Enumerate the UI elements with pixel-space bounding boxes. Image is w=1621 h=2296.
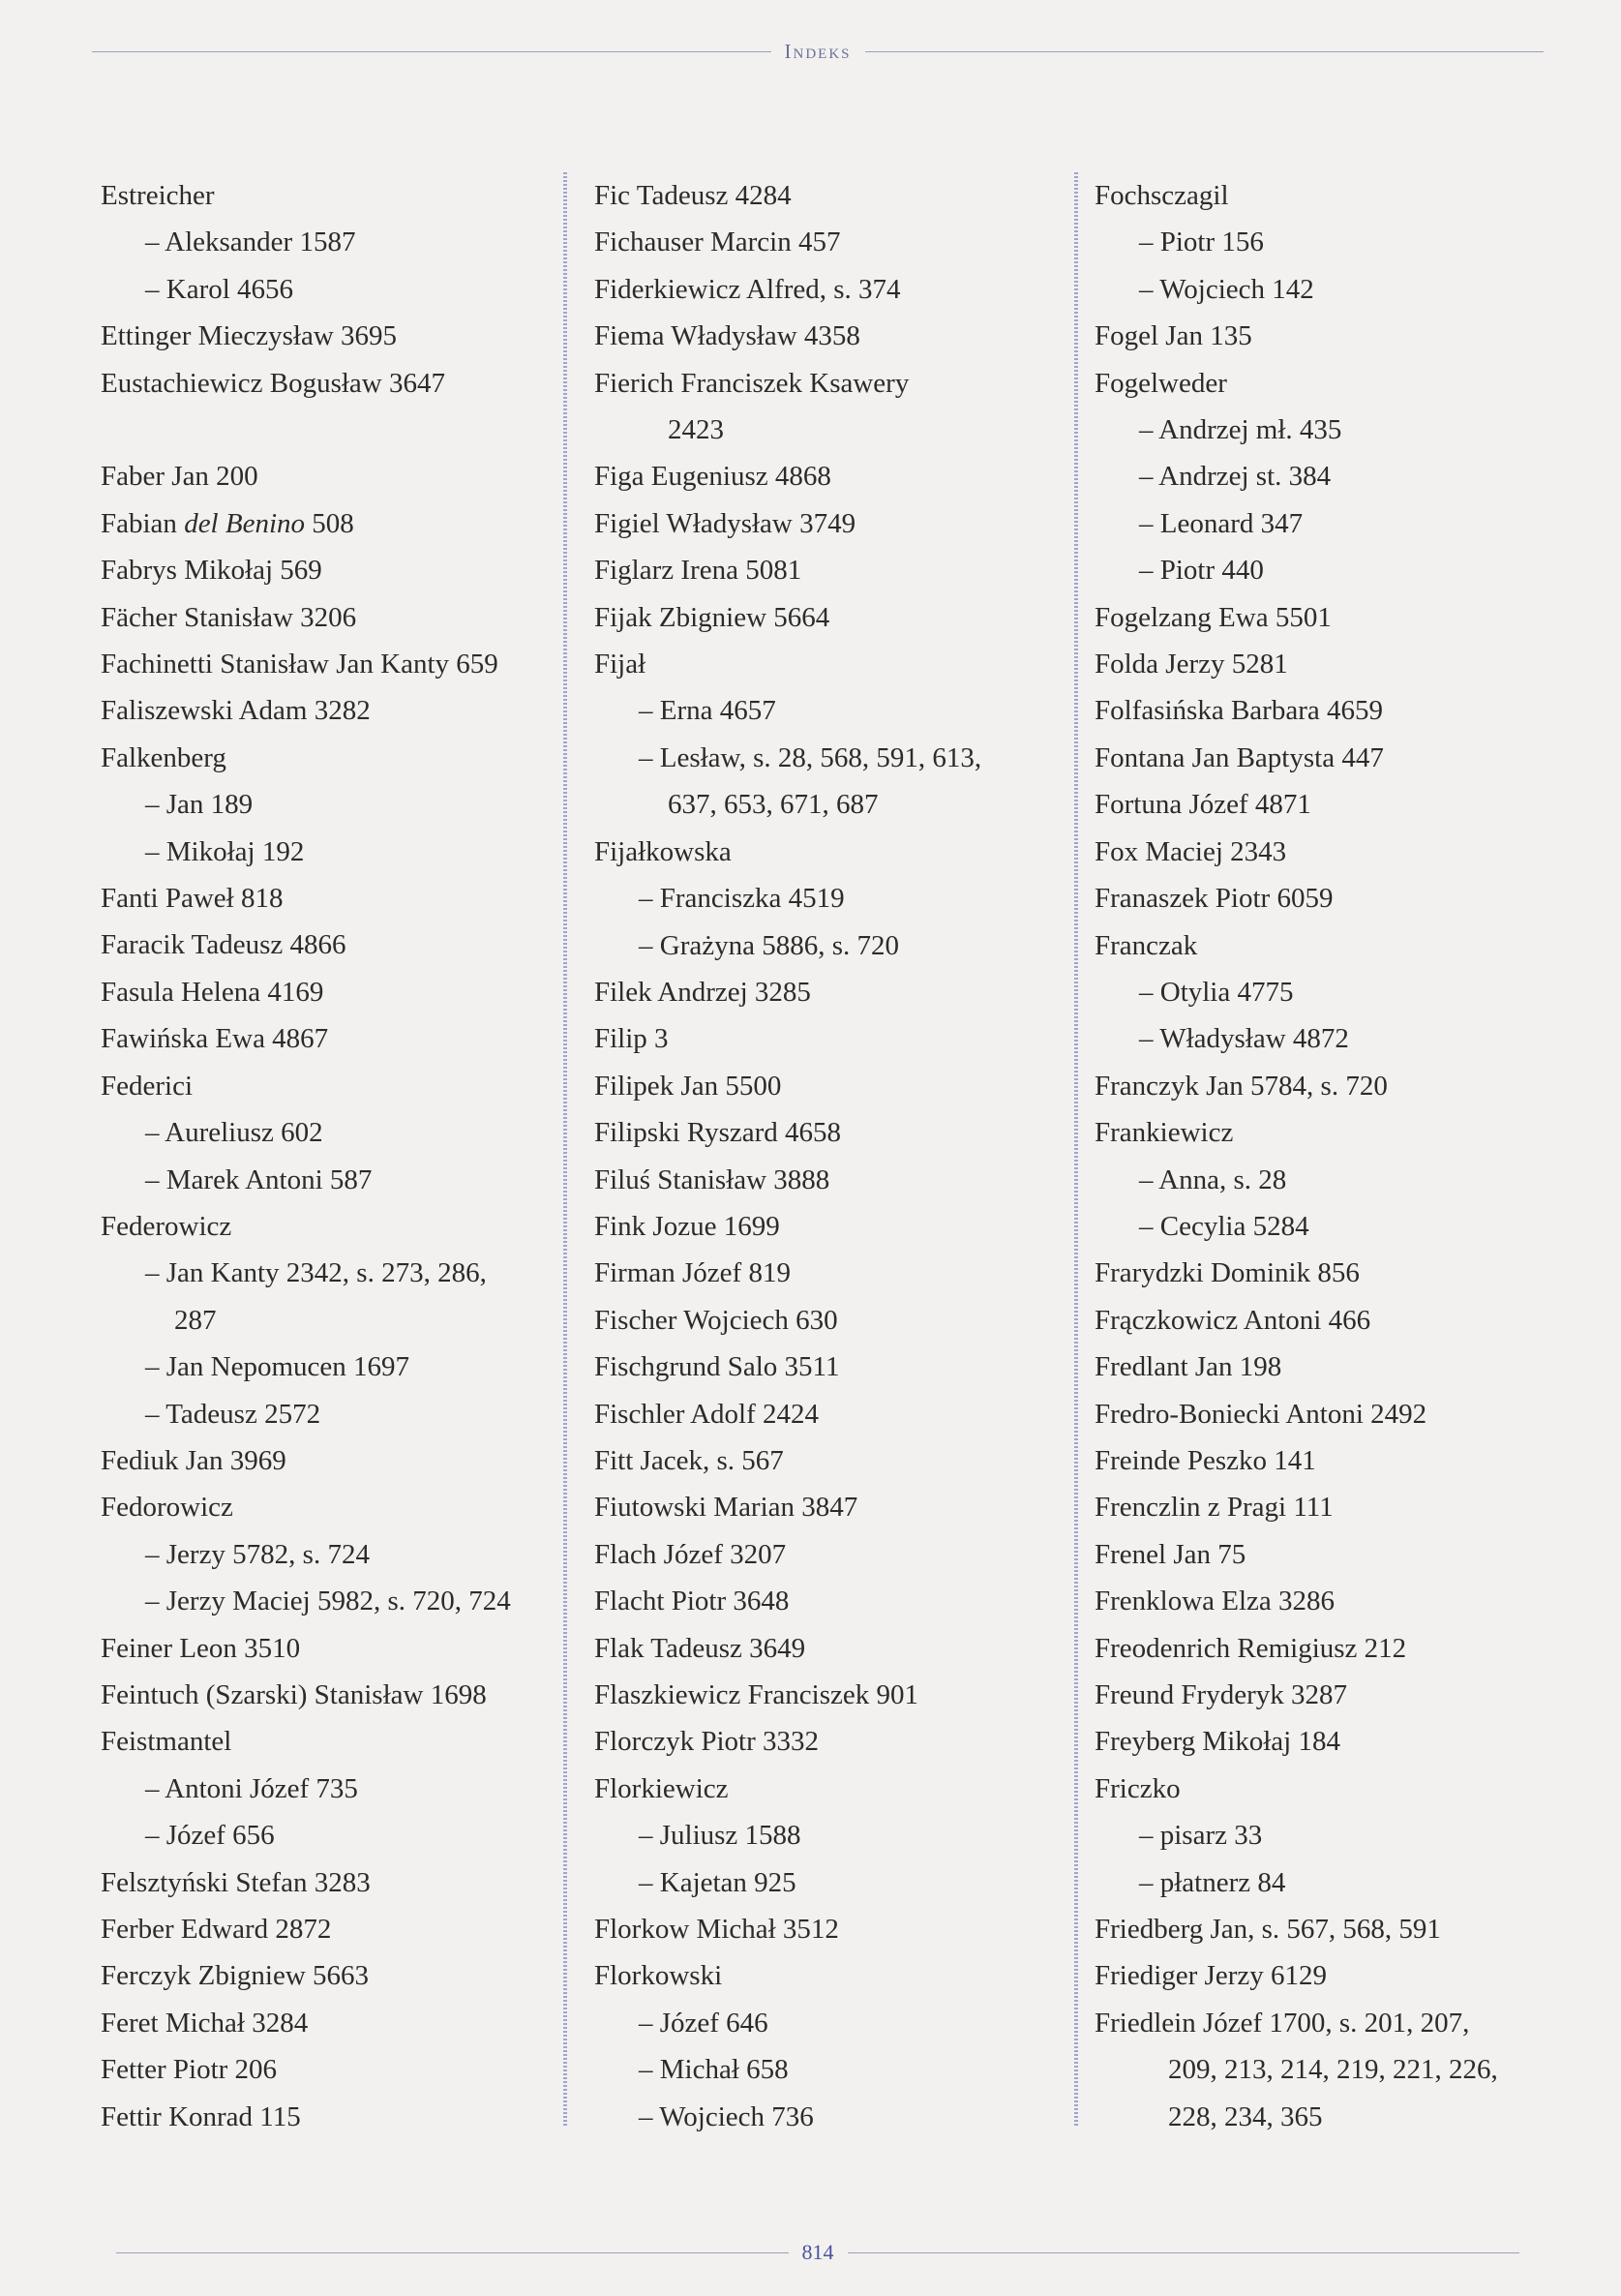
index-subentry — [594, 407, 1039, 453]
index-subentry — [594, 687, 1039, 734]
entry-text: 637, 653, 671, 687 — [668, 789, 879, 821]
index-entry — [1095, 1484, 1540, 1530]
index-entry — [594, 641, 1039, 687]
index-entry — [594, 1344, 1039, 1390]
entry-text: 2423 — [668, 414, 724, 446]
index-entry — [101, 1859, 546, 1906]
entry-text: – Wojciech 142 — [1139, 273, 1314, 305]
index-entry — [1095, 2000, 1540, 2046]
index-entry — [101, 1718, 546, 1765]
entry-text: Fijałkowska — [594, 835, 732, 867]
index-subentry — [594, 2046, 1039, 2093]
entry-text: – Andrzej mł. 435 — [1139, 414, 1342, 446]
entry-text: Fortuna Józef 4871 — [1095, 789, 1311, 821]
index-subentry — [101, 1578, 546, 1624]
index-entry — [594, 1109, 1039, 1156]
index-subentry — [1095, 2046, 1540, 2093]
index-subentry — [594, 2000, 1039, 2046]
entry-text: Falkenberg — [101, 741, 226, 773]
index-entry — [1095, 922, 1540, 969]
entry-text: Frączkowicz Antoni 466 — [1095, 1304, 1371, 1336]
index-entry — [594, 172, 1039, 219]
entry-text: – Kajetan 925 — [639, 1866, 796, 1898]
entry-text: Friediger Jerzy 6129 — [1095, 1960, 1327, 1992]
entry-text: Faracik Tadeusz 4866 — [101, 929, 346, 961]
index-subentry — [1095, 500, 1540, 547]
index-entry — [101, 1203, 546, 1250]
entry-text: – Marek Antoni 587 — [145, 1163, 373, 1195]
index-subentry — [1095, 219, 1540, 265]
entry-text: Folda Jerzy 5281 — [1095, 649, 1288, 680]
entry-text: Florkow Michał 3512 — [594, 1914, 839, 1946]
entry-text: Feiner Leon 3510 — [101, 1632, 301, 1664]
index-entry — [1095, 781, 1540, 828]
index-subentry — [101, 266, 546, 313]
entry-text: Fink Jozue 1699 — [594, 1210, 780, 1242]
index-entry — [101, 547, 546, 593]
section-gap — [101, 407, 546, 453]
index-subentry — [101, 1109, 546, 1156]
entry-text: – Józef 656 — [145, 1820, 275, 1852]
index-entry — [594, 594, 1039, 641]
index-entry — [101, 641, 546, 687]
index-entry — [101, 1063, 546, 1109]
entry-text: – Mikołaj 192 — [145, 835, 305, 867]
index-entry — [101, 1015, 546, 1062]
entry-text: Flak Tadeusz 3649 — [594, 1632, 806, 1664]
entry-text: Freund Fryderyk 3287 — [1095, 1679, 1347, 1710]
entry-text: – Cecylia 5284 — [1139, 1210, 1309, 1242]
entry-text: – Aleksander 1587 — [145, 227, 356, 258]
entry-text: Fredro-Boniecki Antoni 2492 — [1095, 1398, 1427, 1430]
index-subentry — [101, 829, 546, 875]
index-subentry — [1095, 1203, 1540, 1250]
index-entry — [101, 1672, 546, 1718]
entry-text: Feintuch (Szarski) Stanisław 1698 — [101, 1678, 487, 1710]
entry-text: Fogelweder — [1095, 367, 1227, 399]
entry-text: – Karol 4656 — [145, 273, 294, 305]
entry-text: Florczyk Piotr 3332 — [594, 1726, 819, 1758]
index-subentry — [101, 1812, 546, 1858]
entry-text: – Jerzy 5782, s. 724 — [145, 1538, 370, 1570]
index-entry — [594, 1203, 1039, 1250]
index-entry — [594, 1297, 1039, 1344]
entry-text: 287 — [174, 1304, 217, 1336]
entry-text: – Jerzy Maciej 5982, s. 720, 724 — [145, 1586, 511, 1617]
footer-rule-right — [848, 2252, 1520, 2253]
entry-text: 228, 234, 365 — [1168, 2100, 1323, 2132]
index-subentry — [1095, 453, 1540, 499]
entry-text: Freodenrich Remigiusz 212 — [1095, 1632, 1407, 1664]
entry-text: Fabian — [101, 507, 185, 539]
index-entry — [101, 2094, 546, 2140]
entry-text: – Aureliusz 602 — [145, 1117, 323, 1149]
entry-text: Fachinetti Stanisław Jan Kanty 659 — [101, 649, 498, 680]
entry-text: Fischler Adolf 2424 — [594, 1398, 819, 1430]
index-entry — [1095, 1672, 1540, 1718]
index-entry — [101, 313, 546, 359]
index-entry — [1095, 829, 1540, 875]
index-entry — [101, 2046, 546, 2093]
index-entry — [594, 1063, 1039, 1109]
index-subentry — [1095, 2094, 1540, 2140]
index-subentry — [1095, 1859, 1540, 1906]
index-entry — [1095, 1625, 1540, 1672]
index-subentry — [594, 875, 1039, 921]
index-entry — [594, 1531, 1039, 1578]
index-subentry — [1095, 1015, 1540, 1062]
entry-text: Fächer Stanisław 3206 — [101, 601, 357, 633]
index-entry — [594, 829, 1039, 875]
entry-text: Flacht Piotr 3648 — [594, 1586, 790, 1617]
index-entry — [594, 360, 1039, 407]
index-entry — [594, 500, 1039, 547]
entry-text: Ferber Edward 2872 — [101, 1914, 332, 1946]
entry-text: Freyberg Mikołaj 184 — [1095, 1726, 1340, 1758]
index-entry — [594, 1157, 1039, 1203]
entry-text: Fiderkiewicz Alfred, s. 374 — [594, 273, 901, 305]
entry-text: Filek Andrzej 3285 — [594, 976, 811, 1008]
entry-text: Feret Michał 3284 — [101, 2007, 309, 2039]
entry-text: Figiel Władysław 3749 — [594, 507, 856, 539]
entry-text: – Erna 4657 — [639, 695, 776, 727]
entry-text: Florkiewicz — [594, 1772, 729, 1804]
entry-text: – Leonard 347 — [1139, 507, 1304, 539]
index-subentry — [594, 1812, 1039, 1858]
entry-text: Filipski Ryszard 4658 — [594, 1117, 842, 1149]
index-entry — [101, 1625, 546, 1672]
index-column-1 — [101, 172, 546, 2140]
entry-text: Frankiewicz — [1095, 1117, 1234, 1149]
index-column-3 — [1095, 172, 1540, 2140]
entry-text: Fic Tadeusz 4284 — [594, 180, 792, 211]
entry-text: – Lesław, s. 28, 568, 591, 613, — [639, 741, 982, 773]
entry-text: Faliszewski Adam 3282 — [101, 695, 371, 727]
entry-text: – Franciszka 4519 — [639, 883, 845, 915]
index-entry — [101, 969, 546, 1015]
index-entry — [594, 1672, 1039, 1718]
entry-italic-text: del Benino — [184, 507, 306, 539]
entry-text: Fiutowski Marian 3847 — [594, 1492, 858, 1524]
index-entry — [101, 500, 546, 547]
index-entry — [1095, 594, 1540, 641]
index-entry — [594, 266, 1039, 313]
index-subentry — [594, 922, 1039, 969]
entry-text: Filip 3 — [594, 1023, 669, 1055]
header-rule-left — [92, 51, 771, 52]
entry-text: Friedlein Józef 1700, s. 201, 207, — [1095, 2007, 1470, 2039]
entry-text: – Jan Kanty 2342, s. 273, 286, — [145, 1257, 487, 1289]
index-entry — [1095, 1344, 1540, 1390]
index-subentry — [101, 1344, 546, 1390]
index-entry — [1095, 687, 1540, 734]
index-entry — [101, 1906, 546, 1952]
header-title: Indeks — [784, 39, 852, 63]
entry-text: Fijał — [594, 649, 646, 680]
entry-text: 209, 213, 214, 219, 221, 226, — [1168, 2054, 1498, 2086]
entry-text: Filuś Stanisław 3888 — [594, 1163, 830, 1195]
entry-text: Franczyk Jan 5784, s. 720 — [1095, 1070, 1388, 1102]
index-entry — [1095, 1063, 1540, 1109]
entry-text: Fochsczagil — [1095, 180, 1229, 211]
entry-text: Fogel Jan 135 — [1095, 320, 1252, 352]
index-entry — [594, 1718, 1039, 1765]
entry-text: Franaszek Piotr 6059 — [1095, 883, 1334, 915]
entry-text: – Otylia 4775 — [1139, 976, 1294, 1008]
entry-text: Fichauser Marcin 457 — [594, 227, 841, 258]
index-subentry — [1095, 969, 1540, 1015]
index-entry — [1095, 172, 1540, 219]
entry-text: Eustachiewicz Bogusław 3647 — [101, 367, 445, 399]
index-entry — [1095, 875, 1540, 921]
index-column-2 — [594, 172, 1039, 2140]
index-entry — [594, 1766, 1039, 1812]
index-entry — [1095, 360, 1540, 407]
entry-text: Frenel Jan 75 — [1095, 1538, 1246, 1570]
entry-text: Frenklowa Elza 3286 — [1095, 1586, 1336, 1617]
column-divider-2 — [1074, 172, 1078, 2128]
index-entry — [1095, 1437, 1540, 1484]
index-entry — [1095, 1578, 1540, 1624]
entry-text: Fiema Władysław 4358 — [594, 320, 860, 352]
entry-text: Fabrys Mikołaj 569 — [101, 555, 322, 587]
entry-text: Figa Eugeniusz 4868 — [594, 461, 831, 493]
index-entry — [594, 1437, 1039, 1484]
entry-text: Fediuk Jan 3969 — [101, 1444, 286, 1476]
entry-text: – Tadeusz 2572 — [145, 1398, 321, 1430]
index-subentry — [101, 1297, 546, 1344]
index-entry — [594, 1906, 1039, 1952]
index-entry — [594, 969, 1039, 1015]
index-subentry — [101, 1766, 546, 1812]
entry-text: Ferczyk Zbigniew 5663 — [101, 1960, 370, 1992]
entry-text: Fedorowicz — [101, 1492, 233, 1524]
entry-text: – Michał 658 — [639, 2054, 789, 2086]
index-entry — [101, 921, 546, 968]
entry-text: Friczko — [1095, 1772, 1181, 1804]
entry-text: Freinde Peszko 141 — [1095, 1444, 1316, 1476]
entry-text: Fox Maciej 2343 — [1095, 835, 1287, 867]
entry-text: – Władysław 4872 — [1139, 1023, 1349, 1055]
entry-text: – Juliusz 1588 — [639, 1820, 801, 1852]
index-subentry — [101, 1531, 546, 1578]
index-entry — [101, 172, 546, 219]
column-divider-1 — [563, 172, 567, 2128]
index-subentry — [101, 781, 546, 828]
index-subentry — [594, 781, 1039, 828]
index-subentry — [594, 735, 1039, 781]
index-entry — [594, 1578, 1039, 1624]
entry-text: – płatnerz 84 — [1139, 1866, 1286, 1898]
index-entry — [594, 1952, 1039, 1999]
entry-text: Franczak — [1095, 929, 1198, 961]
page-footer — [116, 2238, 1519, 2267]
entry-text: Fischgrund Salo 3511 — [594, 1351, 840, 1383]
index-entry — [1095, 313, 1540, 359]
index-entry — [594, 219, 1039, 265]
index-subentry — [1095, 1157, 1540, 1203]
index-entry — [101, 735, 546, 781]
page-number: 814 — [801, 2240, 834, 2264]
index-entry — [101, 2000, 546, 2046]
entry-text: – Wojciech 736 — [639, 2100, 814, 2132]
index-subentry — [594, 2094, 1039, 2140]
index-entry — [594, 1484, 1039, 1530]
index-subentry — [101, 219, 546, 265]
index-entry — [101, 687, 546, 734]
index-entry — [594, 547, 1039, 593]
footer-rule-left — [116, 2252, 789, 2253]
index-entry — [1095, 1250, 1540, 1296]
index-entry — [101, 453, 546, 499]
index-entry — [1095, 1718, 1540, 1765]
entry-text: Feistmantel — [101, 1726, 232, 1758]
entry-text: Filipek Jan 5500 — [594, 1070, 782, 1102]
index-entry — [594, 1391, 1039, 1437]
entry-text: Estreicher — [101, 180, 215, 211]
entry-text: Fanti Paweł 818 — [101, 883, 284, 915]
index-entry — [594, 1015, 1039, 1062]
index-subentry — [101, 1157, 546, 1203]
index-entry — [1095, 641, 1540, 687]
entry-text: Flaszkiewicz Franciszek 901 — [594, 1679, 919, 1710]
index-entry — [1095, 1531, 1540, 1578]
index-subentry — [101, 1391, 546, 1437]
entry-text: Fierich Franciszek Ksawery — [594, 367, 910, 399]
index-entry — [594, 453, 1039, 499]
entry-text: – Anna, s. 28 — [1139, 1163, 1287, 1195]
entry-text: Fijak Zbigniew 5664 — [594, 601, 830, 633]
index-entry — [1095, 1766, 1540, 1812]
index-subentry — [1095, 407, 1540, 453]
index-entry — [101, 1484, 546, 1530]
index-entry — [101, 1437, 546, 1484]
entry-text: Felsztyński Stefan 3283 — [101, 1866, 371, 1898]
entry-text: – Piotr 156 — [1139, 227, 1264, 258]
header-rule-right — [865, 51, 1545, 52]
entry-text: Fredlant Jan 198 — [1095, 1351, 1282, 1383]
entry-text: – Jan Nepomucen 1697 — [145, 1351, 410, 1383]
entry-text: Fitt Jacek, s. 567 — [594, 1444, 784, 1476]
entry-text: Fetter Piotr 206 — [101, 2054, 278, 2086]
entry-text: Federici — [101, 1070, 194, 1102]
index-entry — [101, 1952, 546, 1999]
index-subentry — [101, 1250, 546, 1296]
entry-text: Frenczlin z Pragi 111 — [1095, 1492, 1334, 1524]
entry-text: Ettinger Mieczysław 3695 — [101, 320, 398, 352]
entry-text: Friedberg Jan, s. 567, 568, 591 — [1095, 1914, 1441, 1946]
entry-text: Fischer Wojciech 630 — [594, 1304, 838, 1336]
entry-text: Folfasińska Barbara 4659 — [1095, 695, 1383, 727]
entry-text: Figlarz Irena 5081 — [594, 555, 802, 587]
index-subentry — [1095, 266, 1540, 313]
index-subentry — [1095, 547, 1540, 593]
entry-text: Frarydzki Dominik 856 — [1095, 1257, 1360, 1289]
entry-text: – Antoni Józef 735 — [145, 1772, 358, 1804]
index-entry — [594, 1250, 1039, 1296]
entry-text: – Andrzej st. 384 — [1139, 461, 1332, 493]
index-subentry — [1095, 1812, 1540, 1858]
entry-text: Faber Jan 200 — [101, 461, 258, 493]
entry-text: Firman Józef 819 — [594, 1257, 791, 1289]
entry-text: – Józef 646 — [639, 2007, 768, 2039]
index-entry — [101, 875, 546, 921]
index-entry — [594, 1625, 1039, 1672]
entry-text: Federowicz — [101, 1210, 232, 1242]
entry-text: – Piotr 440 — [1139, 555, 1264, 587]
index-entry — [1095, 1952, 1540, 1999]
entry-text: – Grażyna 5886, s. 720 — [639, 929, 900, 961]
index-entry — [1095, 1391, 1540, 1437]
entry-text: – pisarz 33 — [1139, 1820, 1263, 1852]
entry-text: Fettir Konrad 115 — [101, 2100, 301, 2132]
index-entry — [1095, 1297, 1540, 1344]
entry-text: Fontana Jan Baptysta 447 — [1095, 741, 1384, 773]
index-entry — [1095, 1109, 1540, 1156]
entry-text: Fawińska Ewa 4867 — [101, 1023, 329, 1055]
running-header — [92, 37, 1544, 66]
index-entry — [101, 594, 546, 641]
entry-text: – Jan 189 — [145, 789, 254, 821]
index-entry — [101, 360, 546, 407]
index-entry — [594, 313, 1039, 359]
entry-suffix-text: 508 — [305, 507, 354, 539]
entry-text: Fasula Helena 4169 — [101, 976, 324, 1008]
entry-text: Flach Józef 3207 — [594, 1538, 787, 1570]
index-entry — [1095, 1906, 1540, 1952]
index-entry — [1095, 735, 1540, 781]
entry-text: Fogelzang Ewa 5501 — [1095, 601, 1332, 633]
index-subentry — [594, 1859, 1039, 1906]
entry-text: Florkowski — [594, 1960, 723, 1992]
